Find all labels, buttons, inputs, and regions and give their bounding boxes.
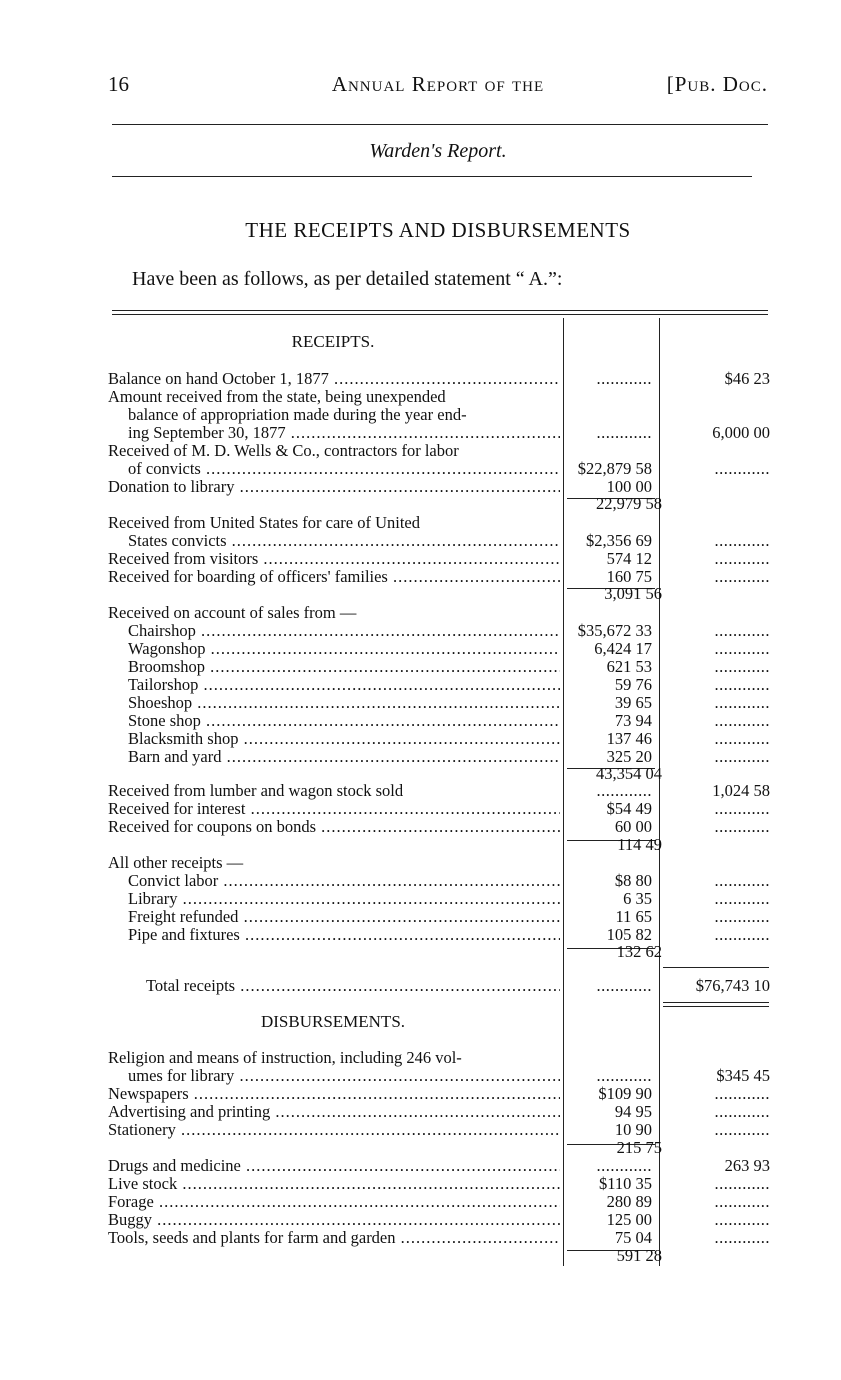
- table-row: [108, 729, 772, 748]
- row-label: Amount received from the state, being unexpended: [108, 387, 446, 406]
- row-total: $46 23: [724, 369, 770, 388]
- row-amount: 73 94: [614, 711, 652, 730]
- row-label: Advertising and printing: [108, 1102, 271, 1121]
- row-amount: 100 00: [606, 477, 652, 496]
- subtotal: 114 49: [617, 835, 662, 854]
- row-label: Broomshop: [128, 657, 206, 676]
- row-label: Stationery: [108, 1120, 176, 1139]
- table-row: [108, 405, 772, 424]
- row-label: Chairshop: [128, 621, 196, 640]
- row-label: ing September 30, 1877: [128, 423, 286, 442]
- total-rule: [663, 967, 769, 968]
- table-row: [108, 1210, 772, 1229]
- row-label: balance of appropriation made during the year end-: [128, 405, 467, 424]
- row-label: States convicts: [128, 531, 227, 550]
- row-label: Received on account of sales from —: [108, 603, 357, 622]
- row-label: Received for coupons on bonds: [108, 817, 317, 836]
- table-row: [108, 603, 772, 622]
- row-label: Received from visitors: [108, 549, 259, 568]
- document-type: [Pub. Doc.: [666, 72, 768, 96]
- subtitle-rule: [112, 176, 752, 177]
- table-row: [108, 799, 772, 818]
- row-label: umes for library: [128, 1066, 235, 1085]
- table-row: [108, 549, 772, 568]
- table-row: [108, 459, 772, 478]
- row-label: Received for boarding of officers' families: [108, 567, 388, 586]
- row-amount: 10 90: [614, 1120, 652, 1139]
- row-amount: 325 20: [606, 747, 652, 766]
- subtotal: 3,091 56: [604, 584, 662, 603]
- row-amount: $22,879 58: [577, 459, 652, 478]
- receipts-heading: RECEIPTS.: [291, 332, 375, 351]
- table-top-rule: [112, 310, 768, 311]
- row-label: Tools, seeds and plants for farm and garden: [108, 1228, 396, 1247]
- table-row: [108, 1228, 772, 1247]
- row-label: Total receipts: [146, 976, 236, 995]
- page-number: 16: [108, 72, 129, 96]
- row-label: Received from lumber and wagon stock sold: [108, 781, 404, 800]
- row-total: 6,000 00: [712, 423, 770, 442]
- row-label: Drugs and medicine: [108, 1156, 241, 1175]
- table-row: [108, 387, 772, 406]
- subtotal: 591 28: [616, 1246, 662, 1265]
- row-label: Received of M. D. Wells & Co., contractors for labor: [108, 441, 459, 460]
- table-row: [108, 1102, 772, 1121]
- table-row: [108, 907, 772, 926]
- total-rule-double-2: [663, 1006, 769, 1007]
- table-row: [108, 675, 772, 694]
- row-amount: $35,672 33: [577, 621, 652, 640]
- row-amount: 6,424 17: [594, 639, 652, 658]
- table-row: [108, 889, 772, 908]
- row-label: Forage: [108, 1192, 154, 1211]
- row-amount: 137 46: [606, 729, 652, 748]
- table-row: [108, 1084, 772, 1103]
- row-label: Freight refunded: [128, 907, 239, 926]
- row-amount: $2,356 69: [586, 531, 652, 550]
- page-title: THE RECEIPTS AND DISBURSEMENTS: [245, 218, 631, 242]
- row-amount: 75 04: [614, 1228, 652, 1247]
- table-row: [108, 1174, 772, 1193]
- table-row: [108, 693, 772, 712]
- table-top-rule-2: [112, 314, 768, 315]
- row-amount: 105 82: [606, 925, 652, 944]
- row-label: Blacksmith shop: [128, 729, 239, 748]
- row-amount: 60 00: [614, 817, 652, 836]
- table-row: [108, 567, 772, 586]
- row-amount: 125 00: [606, 1210, 652, 1229]
- table-row: [108, 1048, 772, 1067]
- row-amount: 6 35: [623, 889, 652, 908]
- row-amount: $110 35: [598, 1174, 652, 1193]
- table-row: [108, 817, 772, 836]
- row-label: Convict labor: [128, 871, 219, 890]
- table-row: [108, 369, 772, 388]
- table-row: [108, 853, 772, 872]
- header-rule: [112, 124, 768, 125]
- row-label: Received from United States for care of United: [108, 513, 421, 532]
- subtotal: 215 75: [616, 1138, 662, 1157]
- row-amount: 11 65: [615, 907, 652, 926]
- table-row: [108, 1192, 772, 1211]
- row-label: Wagonshop: [128, 639, 206, 658]
- table-row: [108, 531, 772, 550]
- row-total: $345 45: [716, 1066, 770, 1085]
- intro-text: Have been as follows, as per detailed statement “ A.”:: [132, 268, 563, 290]
- table-row: [108, 781, 772, 800]
- table-row: [108, 1120, 772, 1139]
- running-header: [108, 72, 768, 98]
- table-row: [108, 747, 772, 766]
- table-row: [108, 513, 772, 532]
- table-row: [108, 423, 772, 442]
- row-label: Pipe and fixtures: [128, 925, 240, 944]
- row-amount: $8 80: [614, 871, 652, 890]
- subtotal: 43,354 04: [596, 764, 662, 783]
- row-amount: 94 95: [614, 1102, 652, 1121]
- table-row: [108, 976, 772, 995]
- row-label: Balance on hand October 1, 1877: [108, 369, 329, 388]
- subtotal: 22,979 58: [596, 494, 662, 513]
- section-subtitle: Warden's Report.: [369, 140, 507, 162]
- table-row: [108, 711, 772, 730]
- row-amount: 621 53: [606, 657, 652, 676]
- total-receipts: $76,743 10: [695, 976, 770, 995]
- table-row: [108, 1066, 772, 1085]
- row-amount: 574 12: [606, 549, 652, 568]
- row-label: All other receipts —: [108, 853, 244, 872]
- row-total: 1,024 58: [712, 781, 770, 800]
- row-label: Received for interest: [108, 799, 246, 818]
- table-row: [108, 621, 772, 640]
- row-amount: $54 49: [606, 799, 652, 818]
- disbursements-heading: DISBURSEMENTS.: [260, 1012, 406, 1031]
- table-row: [108, 871, 772, 890]
- subtotal: 132 62: [616, 942, 662, 961]
- row-label: of convicts: [128, 459, 201, 478]
- row-amount: 280 89: [606, 1192, 652, 1211]
- running-title: Annual Report of the: [331, 72, 545, 96]
- table-row: [108, 477, 772, 496]
- row-amount: $109 90: [598, 1084, 652, 1103]
- table-row: [108, 639, 772, 658]
- row-amount: 160 75: [606, 567, 652, 586]
- table-row: [108, 1156, 772, 1175]
- row-label: Newspapers: [108, 1084, 189, 1103]
- row-label: Library: [128, 889, 178, 908]
- row-label: Stone shop: [128, 711, 201, 730]
- table-row: [108, 441, 772, 460]
- row-label: Tailorshop: [128, 675, 199, 694]
- row-label: Shoeshop: [128, 693, 193, 712]
- row-label: Barn and yard: [128, 747, 222, 766]
- row-total: 263 93: [724, 1156, 770, 1175]
- row-label: Live stock: [108, 1174, 178, 1193]
- row-amount: 59 76: [614, 675, 652, 694]
- total-rule-double-1: [663, 1002, 769, 1003]
- row-label: Buggy: [108, 1210, 153, 1229]
- table-row: [108, 925, 772, 944]
- row-label: Donation to library: [108, 477, 235, 496]
- row-amount: 39 65: [614, 693, 652, 712]
- table-row: [108, 657, 772, 676]
- row-label: Religion and means of instruction, including 246 vol-: [108, 1048, 462, 1067]
